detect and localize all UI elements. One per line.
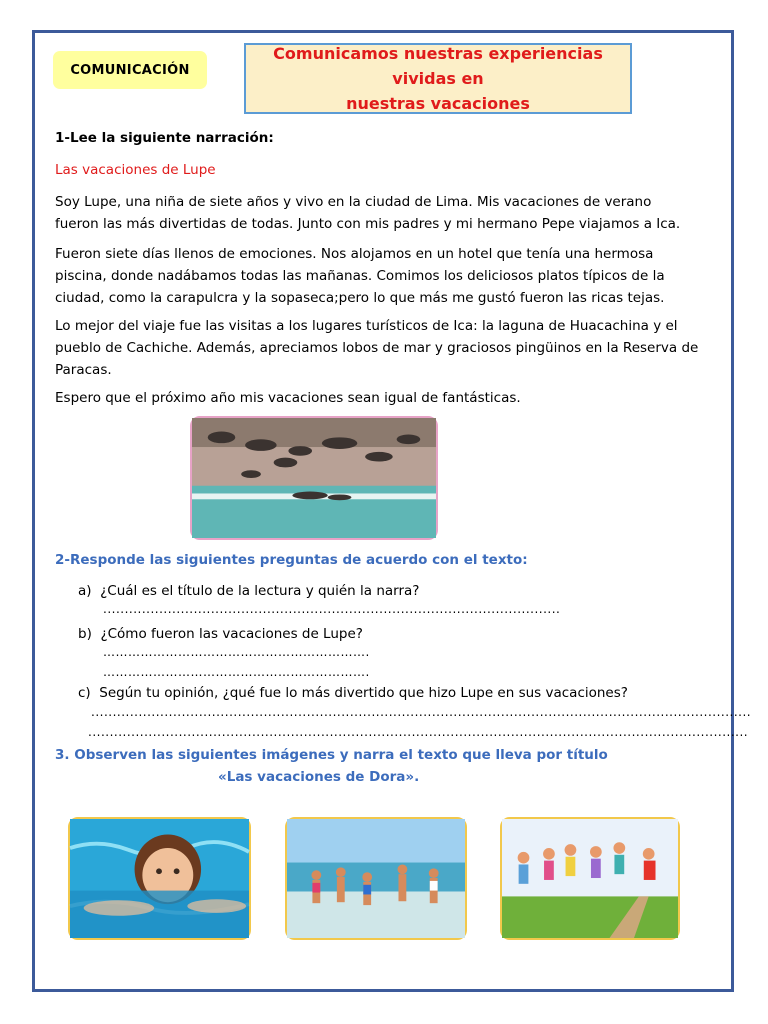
section3-instruction-line-2: «Las vacaciones de Dora». <box>218 769 420 785</box>
beach-kids-photo <box>285 817 467 940</box>
section3-instruction-line-1: 3. Observen las siguientes imágenes y narra el texto que lleva por título <box>55 747 608 763</box>
page-title <box>244 43 632 114</box>
answer-line-b2[interactable]: ………………………………………………………. <box>103 665 370 679</box>
story-paragraph-3: Lo mejor del viaje fue las visitas a los lugares turísticos de Ica: la laguna de Huacachina y el pueblo de Cachiche. Además, apreciamos lobos de mar y graciosos pingüinos en la Reserva de Paracas. <box>55 318 699 378</box>
story-paragraph-4: Espero que el próximo año mis vacaciones sean igual de fantásticas. <box>55 390 521 406</box>
subject-badge: COMUNICACIÓN <box>53 51 207 89</box>
title-line-2: nuestras vacaciones <box>346 94 530 113</box>
answer-line-c2[interactable]: ......................................................................................................................................................... <box>88 725 749 739</box>
answer-line-a[interactable]: .......................................................................................................... <box>103 602 561 616</box>
section1-instruction: 1-Lee la siguiente narración: <box>55 130 274 146</box>
title-line-1: Comunicamos nuestras experiencias vividas en <box>273 44 603 88</box>
jumping-kids-photo <box>500 817 680 940</box>
section2-instruction: 2-Responde las siguientes preguntas de acuerdo con el texto: <box>55 552 528 568</box>
story-title: Las vacaciones de Lupe <box>55 162 216 178</box>
answer-line-b1[interactable]: ………………………………………………………. <box>103 645 370 659</box>
story-paragraph-2: Fueron siete días llenos de emociones. Nos alojamos en un hotel que tenía una hermosa piscina, donde nadábamos todas las mañanas. Comimos los deliciosos platos típicos de la ciudad, como la carapulcra y la sopaseca;pero lo que más me gustó fueron las ricas tejas. <box>55 246 665 306</box>
sea-lions-photo <box>190 416 438 540</box>
question-a: a) ¿Cuál es el título de la lectura y quién la narra? <box>78 583 420 599</box>
story-paragraph-1: Soy Lupe, una niña de siete años y vivo en la ciudad de Lima. Mis vacaciones de verano fueron las más divertidas de todas. Junto con mis padres y mi hermano Pepe viajamos a Ica. <box>55 194 681 232</box>
question-b: b) ¿Cómo fueron las vacaciones de Lupe? <box>78 626 363 642</box>
question-c: c) Según tu opinión, ¿qué fue lo más divertido que hizo Lupe en sus vacaciones? <box>78 685 628 701</box>
answer-line-c1[interactable]: ......................................................................................................................................................... <box>91 705 752 719</box>
swimming-girl-photo <box>68 817 251 940</box>
